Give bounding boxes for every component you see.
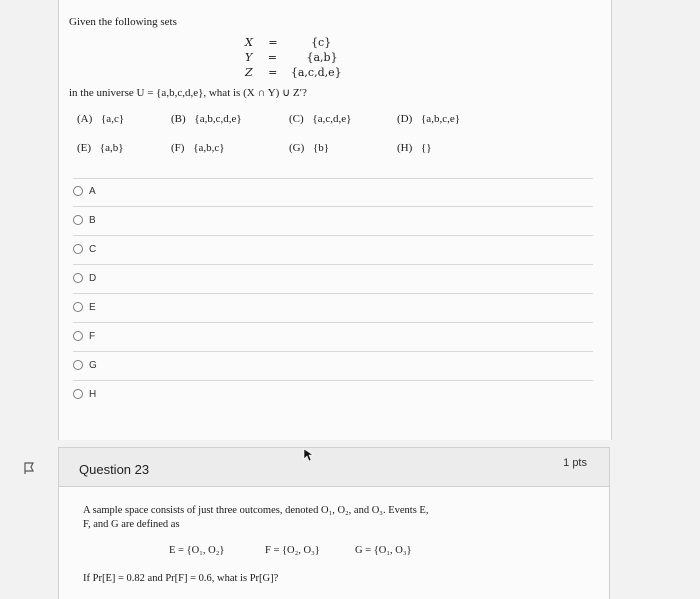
- set-z-row: [245, 66, 342, 79]
- divider: [73, 206, 593, 207]
- answer-option-a: (A) {a,c}: [77, 113, 125, 125]
- radio-button-d[interactable]: [73, 273, 83, 283]
- choice-label: G: [89, 359, 97, 371]
- answer-option-g: (G) {b}: [289, 142, 330, 154]
- event-g-definition: G = {O₁, O₃}: [355, 545, 412, 556]
- choice-e[interactable]: [73, 296, 593, 318]
- set-value: {a,c,d,e}: [290, 66, 342, 79]
- flag-icon[interactable]: [24, 462, 34, 474]
- choice-b[interactable]: [73, 209, 593, 231]
- radio-button-e[interactable]: [73, 302, 83, 312]
- choice-label: C: [89, 243, 97, 255]
- divider: [73, 235, 593, 236]
- question-22-card: [58, 0, 612, 440]
- divider: [73, 178, 593, 179]
- question-23-header: [58, 447, 610, 487]
- radio-button-b[interactable]: [73, 215, 83, 225]
- radio-button-f[interactable]: [73, 331, 83, 341]
- question-intro: Given the following sets: [69, 16, 177, 28]
- set-name: Z: [245, 66, 253, 79]
- choice-g[interactable]: [73, 354, 593, 376]
- mouse-cursor-icon: [303, 448, 313, 462]
- divider: [73, 351, 593, 352]
- choice-a[interactable]: [73, 180, 593, 202]
- divider: [73, 293, 593, 294]
- choice-label: E: [89, 301, 96, 313]
- divider: [73, 322, 593, 323]
- answer-option-c: (C) {a,c,d,e}: [289, 113, 352, 125]
- radio-button-g[interactable]: [73, 360, 83, 370]
- set-eq: =: [268, 66, 278, 79]
- set-x-row: [245, 36, 331, 49]
- question-text-line: A sample space consists of just three outcomes, denoted O₁, O₂, and O₃. Events E,: [83, 505, 429, 516]
- set-value: {a,b}: [306, 51, 338, 64]
- set-eq: =: [267, 51, 277, 64]
- choice-label: B: [89, 214, 96, 226]
- choice-c[interactable]: [73, 238, 593, 260]
- divider: [73, 264, 593, 265]
- event-f-definition: F = {O₂, O₃}: [265, 545, 320, 556]
- set-name: Y: [245, 51, 253, 64]
- event-e-definition: E = {O₁, O₂}: [169, 545, 225, 556]
- points-label: 1 pts: [563, 457, 587, 469]
- radio-button-c[interactable]: [73, 244, 83, 254]
- set-y-row: [245, 51, 338, 64]
- choice-d[interactable]: [73, 267, 593, 289]
- radio-button-h[interactable]: [73, 389, 83, 399]
- answer-option-e: (E) {a,b}: [77, 142, 124, 154]
- answer-option-f: (F) {a,b,c}: [171, 142, 225, 154]
- choice-label: A: [89, 185, 96, 197]
- set-value: {c}: [311, 36, 332, 49]
- set-eq: =: [268, 36, 278, 49]
- question-title: Question 23: [79, 462, 150, 477]
- answer-option-b: (B) {a,b,c,d,e}: [171, 113, 242, 125]
- radio-button-a[interactable]: [73, 186, 83, 196]
- choice-f[interactable]: [73, 325, 593, 347]
- answer-option-h: (H) {}: [397, 142, 432, 154]
- question-text-line: F, and G are defined as: [83, 519, 180, 530]
- choice-h[interactable]: [73, 383, 593, 405]
- answer-option-d: (D) {a,b,c,e}: [397, 113, 460, 125]
- question-universe-line: in the universe U = {a,b,c,d,e}, what is (X ∩ Y) ∪ Z′?: [69, 87, 307, 99]
- question-23-body: [58, 487, 610, 599]
- divider: [73, 380, 593, 381]
- set-name: X: [245, 36, 253, 49]
- choice-label: F: [89, 330, 96, 342]
- question-text-line: If Pr[E] = 0.82 and Pr[F] = 0.6, what is Pr[G]?: [83, 573, 279, 584]
- choice-label: H: [89, 388, 97, 400]
- choice-label: D: [89, 272, 97, 284]
